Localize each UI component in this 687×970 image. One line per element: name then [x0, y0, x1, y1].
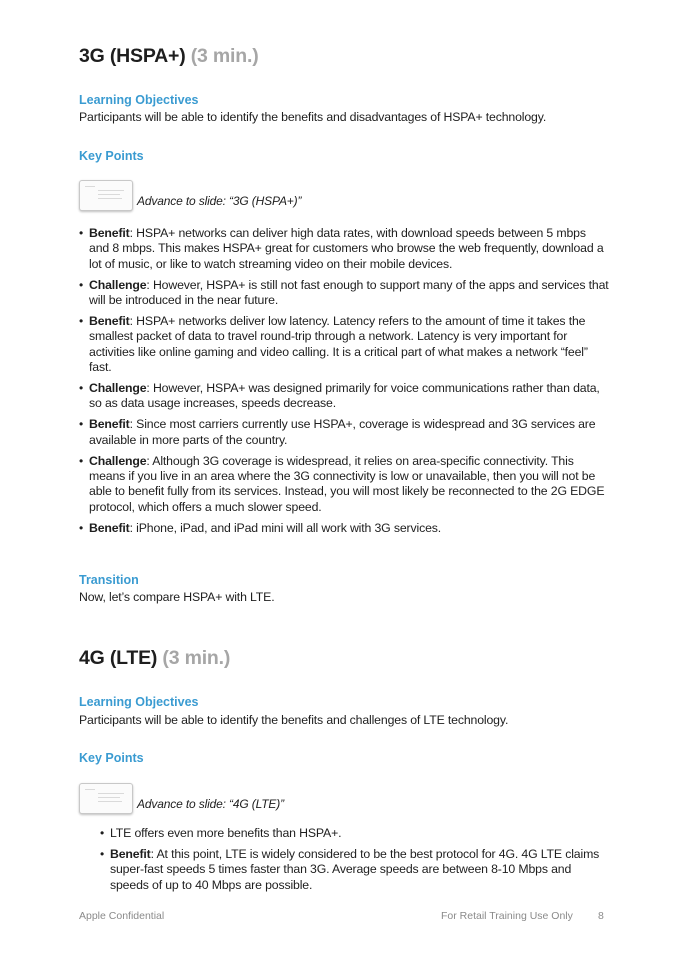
- key-points-list: [79, 226, 609, 542]
- bullet-label: Benefit: [110, 847, 151, 862]
- slide-reference: [79, 180, 479, 212]
- transition-text: Now, let’s compare HSPA+ with LTE.: [79, 590, 275, 604]
- list-item: [79, 417, 609, 448]
- key-points-heading: Key Points: [79, 149, 144, 163]
- bullet-text: : HSPA+ networks deliver low latency. Latency refers to the amount of time it takes the smallest packet of data to travel round-trip through a network. Latency is very important for activities like online gaming and video calling. It is a critical part of what makes a network “feel” fast.: [89, 314, 588, 374]
- section-title-text: 4G (LTE): [79, 647, 158, 669]
- list-item: [79, 381, 609, 412]
- bullet-text: : At this point, LTE is widely considered to be the best protocol for 4G. 4G LTE claims super-fast speeds 5 times faster than 3G. Average speeds are between 8-10 Mbps and speeds of up to 40 Mbps are possible.: [110, 847, 600, 892]
- list-item: [100, 847, 609, 893]
- section-title-text: 3G (HSPA+): [79, 45, 186, 67]
- learning-objectives-heading: Learning Objectives: [79, 695, 199, 709]
- bullet-text: : However, HSPA+ was designed primarily for voice communications rather than data, so as data usage increases, speeds decrease.: [89, 381, 600, 411]
- page-number: 8: [598, 910, 604, 922]
- bullet-label: Benefit: [89, 226, 130, 240]
- learning-objectives-heading: Learning Objectives: [79, 93, 199, 107]
- key-points-list: [100, 826, 609, 899]
- transition-heading: Transition: [79, 573, 139, 587]
- list-item: [100, 826, 609, 841]
- bullet-text: LTE offers even more benefits than HSPA+.: [110, 826, 342, 840]
- learning-objectives-text: Participants will be able to identify the benefits and disadvantages of HSPA+ technology.: [79, 110, 547, 124]
- bullet-label: Challenge: [89, 381, 147, 396]
- bullet-label: Benefit: [89, 417, 130, 432]
- section-title-4g: [79, 647, 230, 670]
- bullet-text: : iPhone, iPad, and iPad mini will all work with 3G services.: [129, 520, 442, 535]
- list-item: [79, 226, 609, 272]
- list-item: [79, 314, 609, 375]
- slide-thumbnail: [79, 180, 133, 211]
- section-duration: (3 min.): [190, 45, 259, 67]
- slide-caption: Advance to slide: “3G (HSPA+)”: [137, 194, 302, 208]
- list-item: [79, 278, 609, 309]
- bullet-text: : HSPA+ networks can deliver high data rates, with download speeds between 5 mbps and 8 mbps. This makes HSPA+ great for customers who browse the web frequently, download a lot of music, or like to watch streaming video on their mobile devices.: [89, 226, 604, 271]
- bullet-text: : Since most carriers currently use HSPA+, coverage is widespread and 3G services are available in more parts of the country.: [89, 417, 596, 447]
- section-duration: (3 min.): [162, 647, 231, 669]
- slide-caption: Advance to slide: “4G (LTE)”: [137, 797, 284, 811]
- slide-thumbnail: [79, 783, 133, 814]
- list-item: [79, 454, 609, 515]
- bullet-label: Challenge: [89, 277, 147, 292]
- footer-confidential: Apple Confidential: [79, 910, 165, 922]
- bullet-label: Benefit: [89, 520, 130, 535]
- list-item: [79, 521, 609, 536]
- key-points-heading: Key Points: [79, 751, 144, 765]
- learning-objectives-text: Participants will be able to identify the benefits and challenges of LTE technology.: [79, 713, 509, 727]
- bullet-text: : Although 3G coverage is widespread, it relies on area-specific connectivity. This means if you live in an area where the 3G connectivity is low or unavailable, then you will not be able to benefit fully from its services. Instead, you will most likely be reconnected to the 2G EDGE protocol, which offers a much slower speed.: [89, 453, 605, 514]
- slide-reference: [79, 783, 479, 815]
- section-title-3g: [79, 45, 259, 68]
- bullet-label: Challenge: [89, 453, 147, 468]
- bullet-text: : However, HSPA+ is still not fast enough to support many of the apps and services that will be introduced in the near future.: [89, 277, 609, 307]
- footer-usage-note: For Retail Training Use Only: [441, 910, 573, 922]
- bullet-label: Benefit: [89, 314, 130, 329]
